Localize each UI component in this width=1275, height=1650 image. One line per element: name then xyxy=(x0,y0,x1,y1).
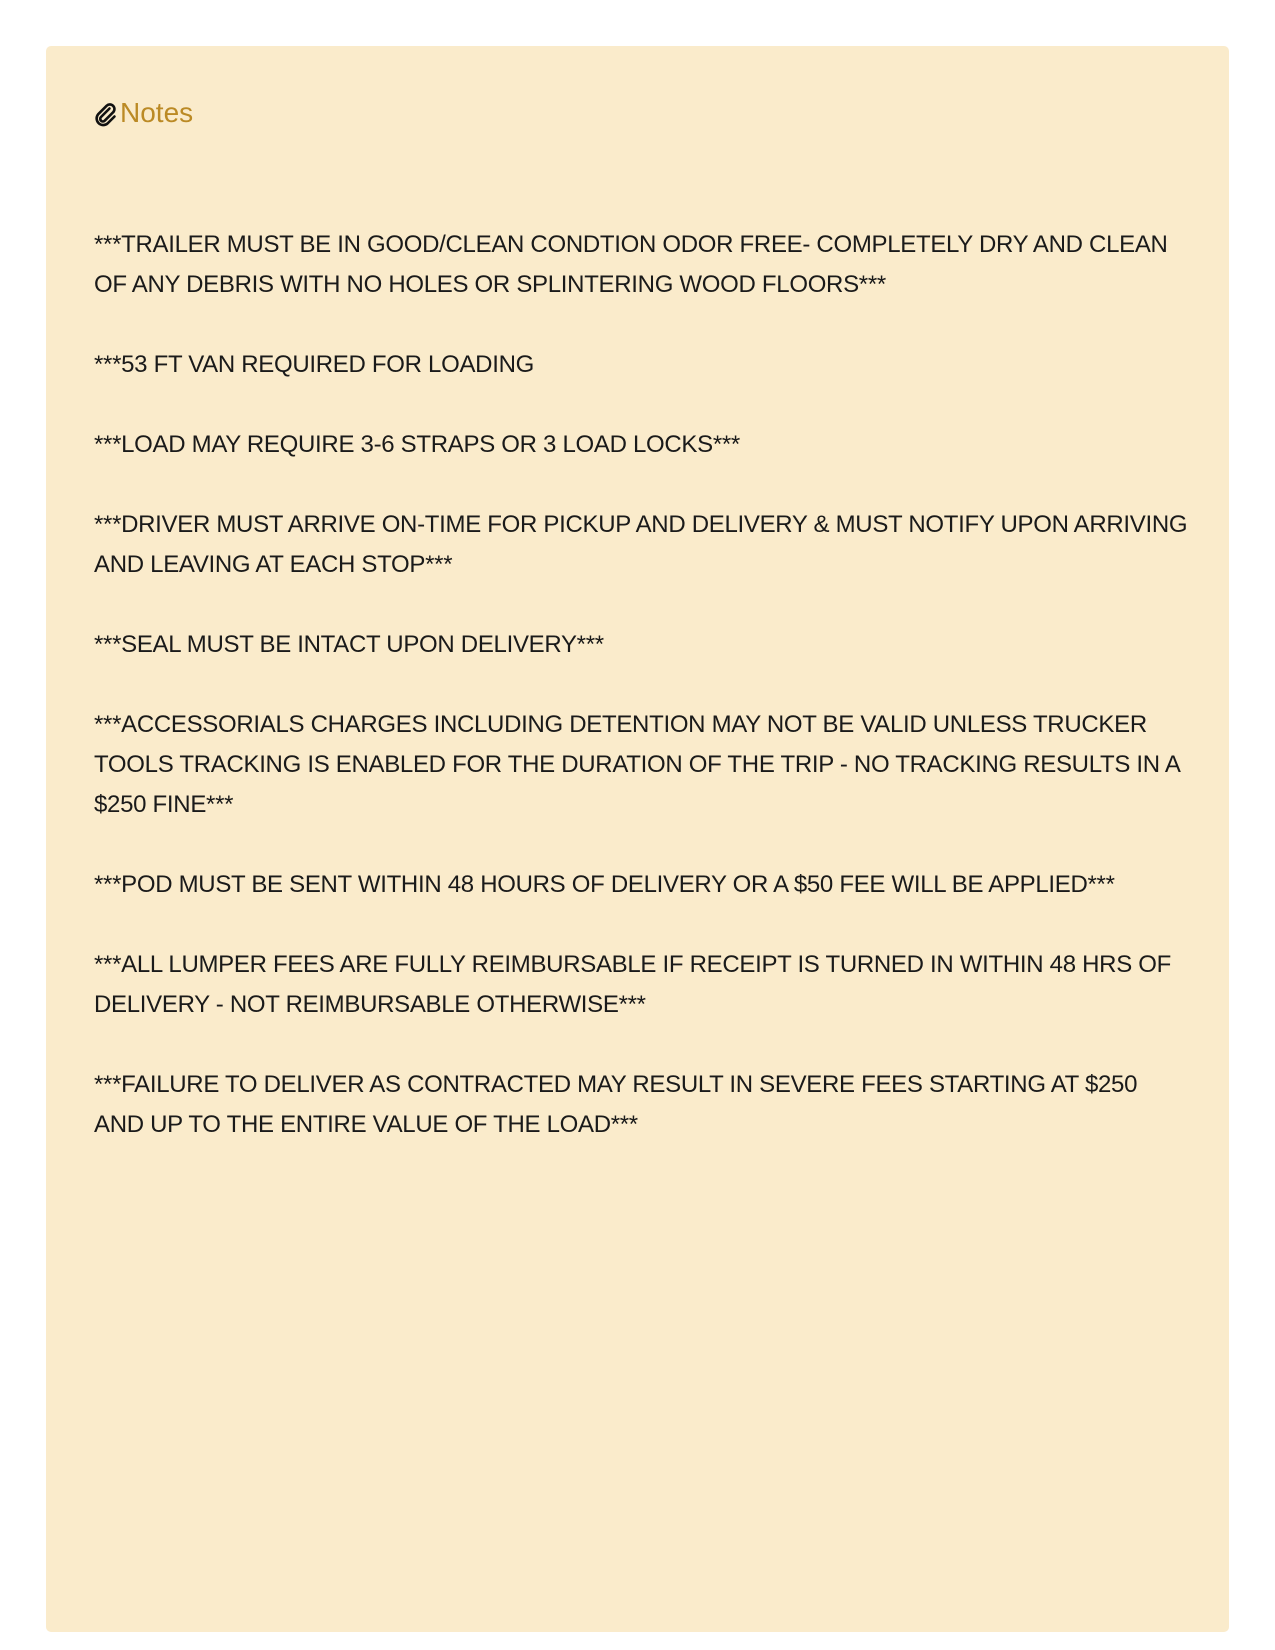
note-item: ***FAILURE TO DELIVER AS CONTRACTED MAY RESULT IN SEVERE FEES STARTING AT $250 AND UP TO THE ENTIRE VALUE OF THE LOAD*** xyxy=(94,1071,1138,1138)
paperclip-icon xyxy=(94,102,118,128)
note-item: ***LOAD MAY REQUIRE 3-6 STRAPS OR 3 LOAD LOCKS*** xyxy=(94,431,740,458)
notes-header xyxy=(94,96,1181,130)
note-item: ***ALL LUMPER FEES ARE FULLY REIMBURSABLE IF RECEIPT IS TURNED IN WITHIN 48 HRS OF DELIVERY - NOT REIMBURSABLE OTHERWISE*** xyxy=(94,951,1171,1018)
note-item: ***TRAILER MUST BE IN GOOD/CLEAN CONDTION ODOR FREE- COMPLETELY DRY AND CLEAN OF ANY DEBRIS WITH NO HOLES OR SPLINTERING WOOD FLOORS*** xyxy=(94,231,1168,298)
note-item: ***ACCESSORIALS CHARGES INCLUDING DETENTION MAY NOT BE VALID UNLESS TRUCKER TOOLS TRACKING IS ENABLED FOR THE DURATION OF THE TRIP - NO TRACKING RESULTS IN A $250 FINE*** xyxy=(94,711,1180,818)
note-item: ***DRIVER MUST ARRIVE ON-TIME FOR PICKUP AND DELIVERY & MUST NOTIFY UPON ARRIVING AND LEAVING AT EACH STOP*** xyxy=(94,511,1188,578)
note-item: ***POD MUST BE SENT WITHIN 48 HOURS OF DELIVERY OR A $50 FEE WILL BE APPLIED*** xyxy=(94,871,1115,898)
notes-panel xyxy=(46,46,1229,1632)
note-item: ***53 FT VAN REQUIRED FOR LOADING xyxy=(94,351,534,378)
notes-title: Notes xyxy=(120,97,194,128)
note-item: ***SEAL MUST BE INTACT UPON DELIVERY*** xyxy=(94,631,604,658)
notes-list xyxy=(94,225,1189,1145)
